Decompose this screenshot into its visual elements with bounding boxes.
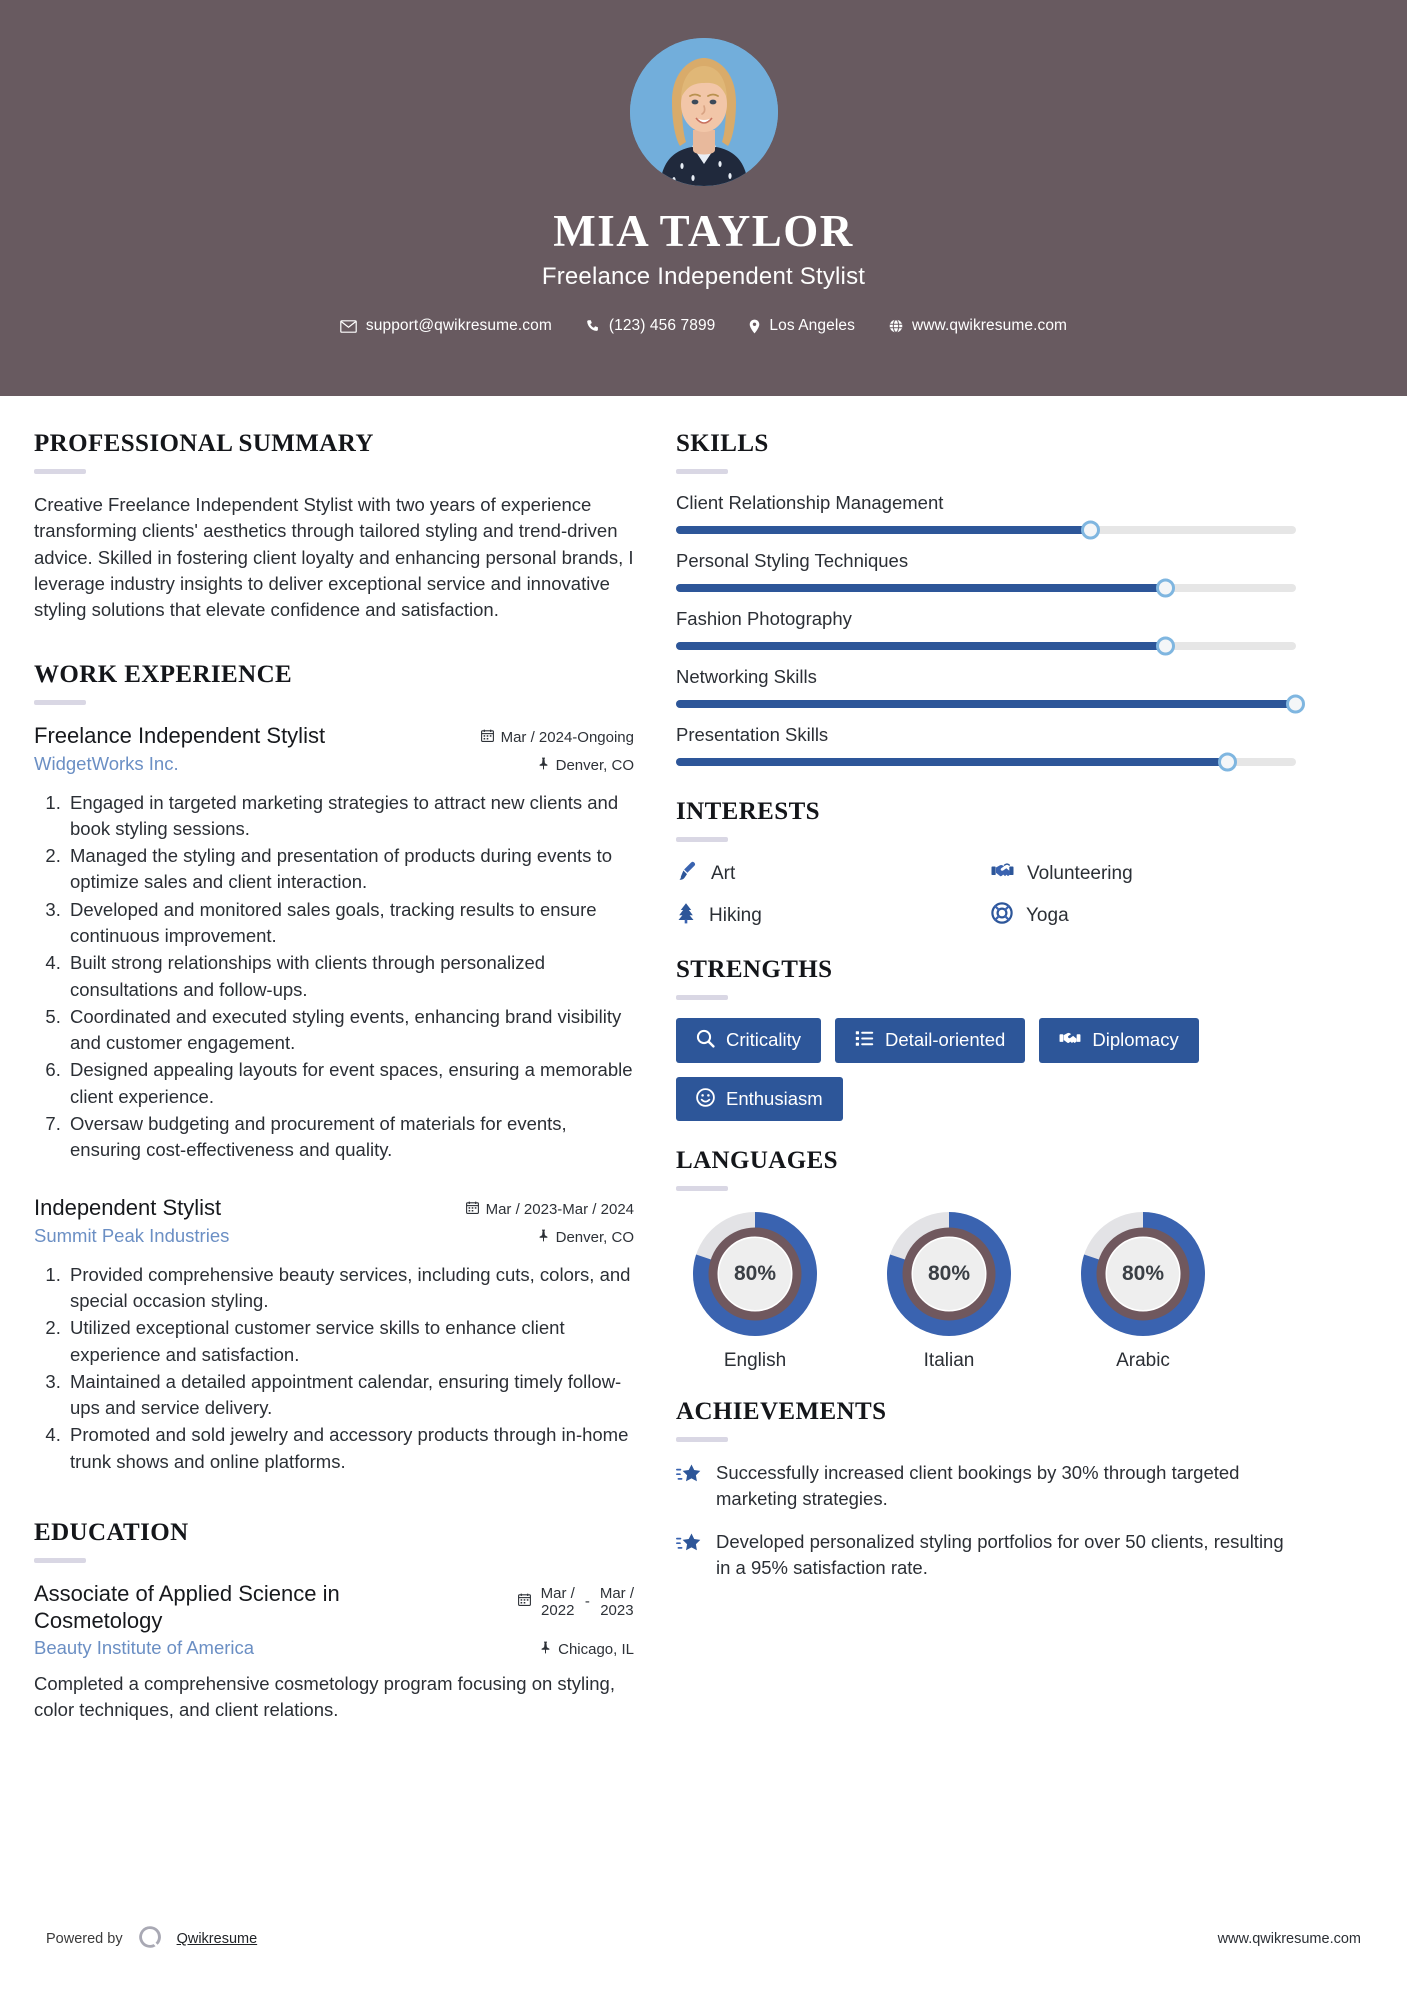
work-dates [466,1199,634,1222]
skill-bar[interactable] [676,700,1296,708]
qwikresume-logo-icon [137,1924,163,1954]
section-heading-skills: SKILLS [676,430,769,457]
achievement-item [676,1460,1296,1513]
education-degree: Associate of Applied Science in Cosmetology [34,1580,340,1633]
section-heading-languages: LANGUAGES [676,1147,838,1174]
list-item: 7. Oversaw budgeting and procurement of materials for events, ensuring cost-effectiveness and quality. [66,1111,634,1164]
education-entry-sub [34,1637,634,1662]
interest-label: Yoga [1026,905,1069,926]
language-label: Italian [923,1350,975,1371]
education-date-start-month: Mar / [540,1584,575,1602]
contact-email-text: support@qwikresume.com [365,317,552,335]
skill-bar[interactable] [676,584,1296,592]
skill-bar-knob[interactable] [1156,579,1175,598]
language-item-arabic [1064,1209,1222,1372]
work-entry-head [34,1195,634,1222]
education-date-end [600,1585,634,1620]
shooting-star-icon [676,1532,702,1561]
work-company[interactable]: WidgetWorks Inc. [34,753,179,775]
education-date-separator: - [584,1592,590,1610]
contact-location-text: Los Angeles [769,317,855,335]
section-achievements [676,1398,1296,1581]
pushpin-icon [538,755,549,778]
contact-website[interactable] [872,317,1084,335]
skill-item [676,724,1296,766]
work-location [538,1227,634,1250]
work-role: Freelance Independent Stylist [34,723,326,749]
education-dates [518,1585,634,1620]
list-item: 2. Managed the styling and presentation of products during events to optimize sales and client interaction. [66,843,634,896]
right-column [676,430,1296,1730]
education-school[interactable]: Beauty Institute of America [34,1637,255,1659]
summary-text: Creative Freelance Independent Stylist with two years of experience transforming clients' aesthetics through tailored styling and trend-driven advice. Skilled in fostering client loyalty and enhancing personal brands, I leverage industry insights to deliver exceptional service and innovative styling solutions that elevate confidence and satisfaction. [34,494,634,621]
interest-label: Volunteering [1027,863,1133,884]
achievement-item [676,1529,1296,1582]
interests-grid [676,860,1296,930]
spacer [34,1169,634,1195]
strength-chip-diplomacy[interactable] [1039,1018,1198,1063]
strength-label: Criticality [726,1029,802,1050]
spacer [34,623,634,661]
handshake-icon [991,860,1014,888]
section-rule [676,1186,728,1191]
language-percent: 80% [1121,1262,1165,1285]
work-bullets [34,790,634,1164]
smiley-icon [696,1088,715,1111]
skill-item [676,608,1296,650]
language-donut [1078,1209,1208,1339]
search-icon [696,1029,715,1052]
footer-website: www.qwikresume.com [1217,1931,1361,1947]
work-entry [34,1195,634,1474]
contact-phone-text: (123) 456 7899 [608,317,716,335]
language-item-english [676,1209,834,1372]
section-languages [676,1147,1296,1372]
footer-brand [46,1924,257,1954]
work-dates-text: Mar / 2024-Ongoing [500,729,634,747]
language-percent: 80% [733,1262,777,1285]
footer-powered-by-text: Powered by [46,1931,123,1947]
section-strengths [676,956,1296,1121]
section-rule [676,1437,728,1442]
work-location [538,755,634,778]
section-heading-education: EDUCATION [34,1518,189,1546]
list-item: 1. Provided comprehensive beauty services, including cuts, colors, and special occasion styling. [66,1262,634,1315]
work-entry-sub [34,753,634,778]
work-dates [481,727,634,750]
skill-bar-knob[interactable] [1081,521,1100,540]
skill-bar[interactable] [676,642,1296,650]
education-date-start-year: 2022 [541,1602,575,1620]
interest-item-hiking [676,902,981,930]
section-rule [34,1558,86,1563]
skill-bar-knob[interactable] [1286,695,1305,714]
interest-label: Hiking [709,905,762,926]
section-heading-work: WORK EXPERIENCE [34,661,293,689]
education-entry [34,1581,634,1724]
envelope-icon [340,320,357,333]
skill-bar-fill [676,526,1091,534]
pushpin-icon [540,1639,551,1662]
page-footer [0,1924,1407,1954]
strength-label: Diplomacy [1092,1029,1179,1050]
education-entry-head [34,1581,634,1635]
list-item: 1. Engaged in targeted marketing strategies to attract new clients and book styling sessions. [66,790,634,843]
map-pin-icon [749,319,760,334]
interest-label: Art [711,863,736,884]
spacer [676,1121,1296,1147]
work-entry [34,723,634,1163]
lifebuoy-icon [991,902,1013,930]
strength-chip-enthusiasm[interactable] [676,1077,843,1122]
tree-icon [676,902,696,930]
work-entry-sub [34,1225,634,1250]
section-professional-summary [34,430,634,623]
education-date-start [541,1585,575,1620]
contact-email[interactable] [323,317,569,335]
list-item: 4. Built strong relationships with clients through personalized consultations and follow-ups. [66,950,634,1003]
education-location [540,1639,634,1662]
section-rule [676,995,728,1000]
section-rule [34,469,86,474]
list-item: 3. Developed and monitored sales goals, tracking results to ensure continuous improvement. [66,897,634,950]
skill-item [676,550,1296,592]
spacer [676,1372,1296,1398]
paintbrush-icon [676,860,698,888]
education-date-end-month: Mar / [599,1584,634,1602]
skill-label: Fashion Photography [676,608,852,629]
section-heading-interests: INTERESTS [676,798,820,825]
language-item-italian [870,1209,1028,1372]
language-percent: 80% [927,1262,971,1285]
calendar-icon [481,727,494,750]
education-description: Completed a comprehensive cosmetology program focusing on styling, color techniques, and client relations. [34,1672,615,1721]
language-donut [884,1209,1014,1339]
section-heading-summary: PROFESSIONAL SUMMARY [34,430,374,457]
list-item: 4. Promoted and sold jewelry and accessory products through in-home trunk shows and online platforms. [66,1422,634,1475]
skill-bar-fill [676,700,1296,708]
section-heading-achievements: ACHIEVEMENTS [676,1398,887,1425]
qwikresume-link[interactable]: Qwikresume [176,1931,258,1947]
strengths-list [676,1018,1296,1121]
section-rule [676,837,728,842]
skill-bar-fill [676,584,1166,592]
page-title: MIA TAYLOR [553,206,854,256]
achievement-text: Developed personalized styling portfolios for over 50 clients, resulting in a 95% satisfaction rate. [716,1530,1284,1578]
language-label: English [723,1350,787,1371]
list-item: 2. Utilized exceptional customer service skills to enhance client experience and satisfaction. [66,1315,634,1368]
skill-bar-fill [676,642,1166,650]
education-date-end-year: 2023 [600,1602,634,1620]
strength-chip-detail-oriented[interactable] [835,1018,1025,1063]
work-bullets [34,1262,634,1475]
pushpin-icon [538,1227,549,1250]
interest-item-volunteering [991,860,1296,888]
skill-label: Networking Skills [676,666,817,687]
phone-icon [586,319,600,333]
skill-label: Personal Styling Techniques [676,550,909,571]
shooting-star-icon [676,1463,702,1492]
list-item: 3. Maintained a detailed appointment calendar, ensuring timely follow-ups and service delivery. [66,1369,634,1422]
list-icon [855,1029,874,1052]
work-company[interactable]: Summit Peak Industries [34,1225,230,1247]
skill-label: Presentation Skills [676,724,829,745]
work-location-text: Denver, CO [555,757,634,775]
avatar-photo [630,38,778,186]
work-meta [466,1195,634,1222]
list-item: 5. Coordinated and executed styling events, enhancing brand visibility and customer engagement. [66,1004,634,1057]
education-location-text: Chicago, IL [558,1641,634,1659]
left-column [34,430,634,1730]
strength-label: Detail-oriented [885,1029,1006,1050]
avatar [630,38,778,186]
contact-website-text: www.qwikresume.com [911,317,1068,335]
achievement-text: Successfully increased client bookings by 30% through targeted marketing strategies. [716,1462,1240,1510]
languages-row [676,1209,1296,1372]
resume-body [0,396,1407,1730]
resume-header [0,0,1407,396]
section-work-experience [34,661,634,1475]
skill-bar[interactable] [676,526,1296,534]
skill-bar-fill [676,758,1228,766]
calendar-icon [518,1591,531,1614]
handshake-icon [1059,1029,1081,1052]
work-role: Independent Stylist [34,1195,222,1221]
skill-label: Client Relationship Management [676,492,944,513]
education-meta [518,1581,634,1620]
strength-label: Enthusiasm [726,1087,823,1109]
section-heading-strengths: STRENGTHS [676,956,833,983]
contact-row [0,317,1407,335]
work-location-text: Denver, CO [555,1229,634,1247]
spacer [34,1481,634,1519]
list-item: 6. Designed appealing layouts for event spaces, ensuring a memorable client experience. [66,1057,634,1110]
skill-bar[interactable] [676,758,1296,766]
skill-bar-knob[interactable] [1218,753,1237,772]
interest-item-art [676,860,981,888]
work-entry-head [34,723,634,750]
calendar-icon [466,1199,479,1222]
work-meta [481,723,634,750]
strength-chip-criticality[interactable] [676,1018,821,1063]
spacer [676,930,1296,956]
section-rule [676,469,728,474]
language-label: Arabic [1116,1350,1170,1371]
section-rule [34,700,86,705]
globe-icon [889,319,903,333]
contact-phone[interactable] [569,317,733,335]
work-dates-text: Mar / 2023-Mar / 2024 [485,1201,634,1219]
skill-item [676,492,1296,534]
section-interests [676,798,1296,930]
section-education [34,1519,634,1724]
contact-location[interactable] [732,317,872,335]
section-skills [676,430,1296,766]
interest-item-yoga [991,902,1296,930]
header-job-title: Freelance Independent Stylist [541,263,866,291]
skill-bar-knob[interactable] [1156,637,1175,656]
language-donut [690,1209,820,1339]
spacer [676,782,1296,798]
skill-item [676,666,1296,708]
